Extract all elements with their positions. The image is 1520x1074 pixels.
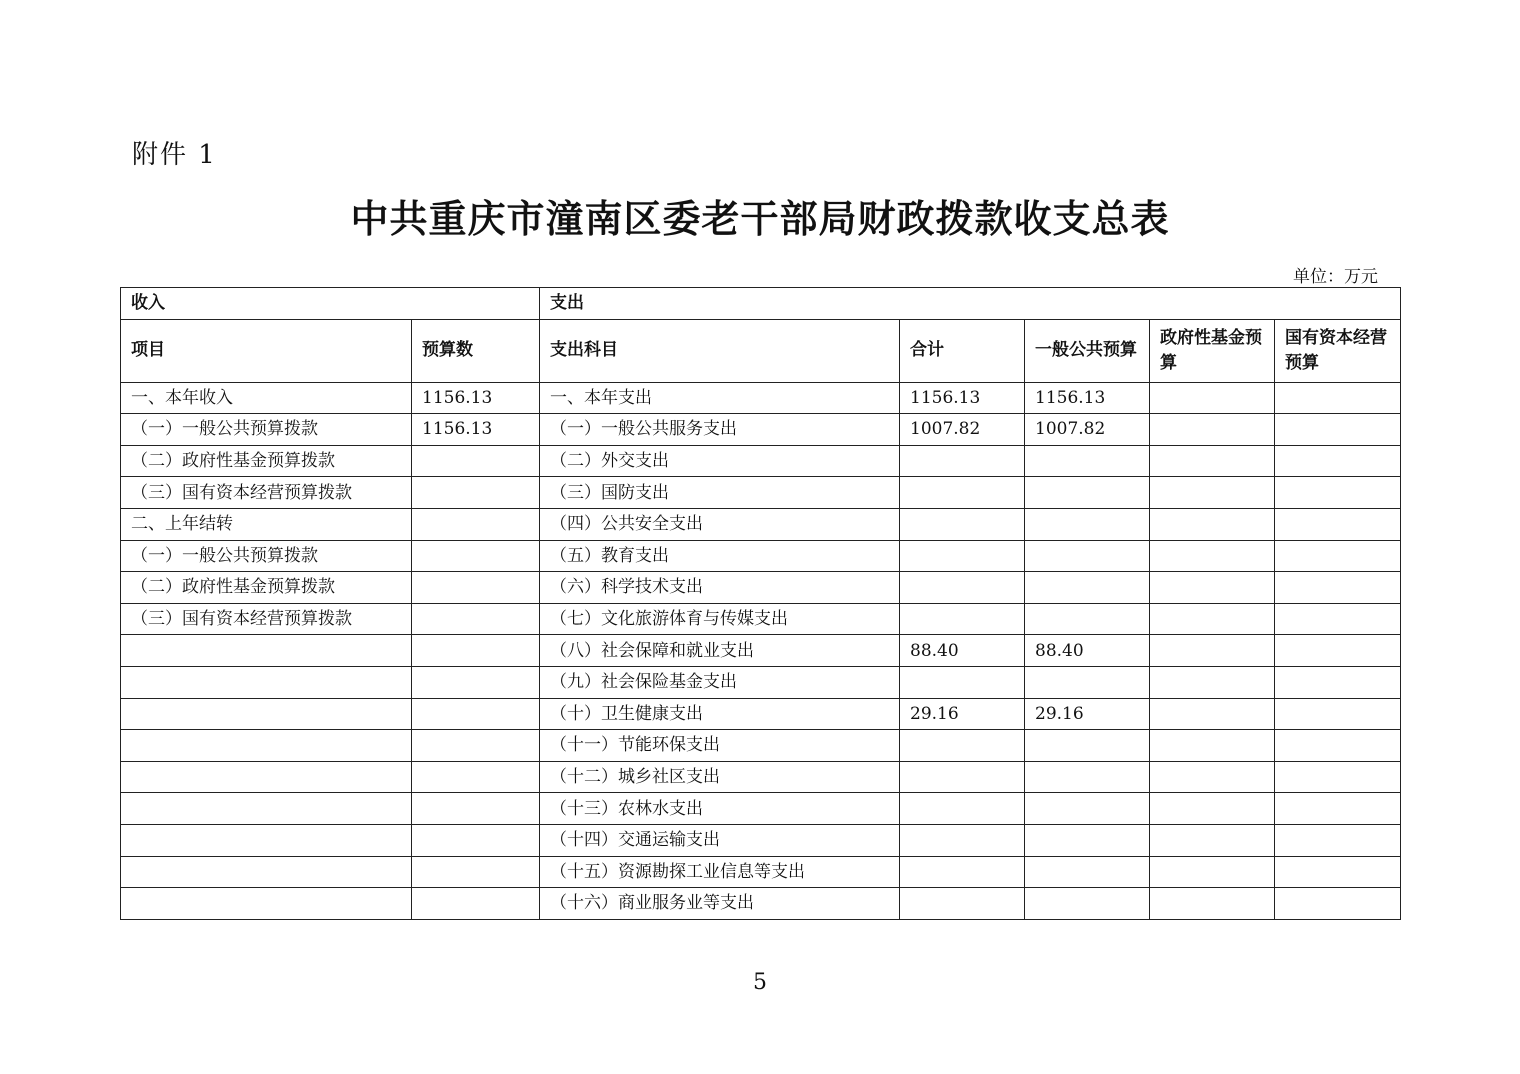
budget-cell xyxy=(412,824,540,856)
expense-group-header: 支出 xyxy=(540,288,1401,320)
budget-table xyxy=(120,287,1401,920)
subject-cell: （一）一般公共服务支出 xyxy=(540,414,900,446)
budget-cell xyxy=(412,730,540,762)
budget-cell xyxy=(412,666,540,698)
document-title: 中共重庆市潼南区委老干部局财政拨款收支总表 xyxy=(350,196,1170,241)
general-cell: 88.40 xyxy=(1025,635,1150,667)
table-row xyxy=(121,666,1401,698)
general-cell xyxy=(1025,603,1150,635)
item-cell: （一）一般公共预算拨款 xyxy=(121,540,412,572)
general-cell xyxy=(1025,572,1150,604)
item-cell xyxy=(121,888,412,920)
table-row xyxy=(121,508,1401,540)
general-cell xyxy=(1025,477,1150,509)
subject-cell: （八）社会保障和就业支出 xyxy=(540,635,900,667)
item-cell xyxy=(121,666,412,698)
subject-cell: （十四）交通运输支出 xyxy=(540,824,900,856)
table-row xyxy=(121,761,1401,793)
general-cell xyxy=(1025,666,1150,698)
page-number: 5 xyxy=(753,970,767,995)
general-cell xyxy=(1025,856,1150,888)
table-row xyxy=(121,572,1401,604)
col-header-item: 项目 xyxy=(121,319,412,382)
subject-cell: （二）外交支出 xyxy=(540,445,900,477)
general-cell: 1007.82 xyxy=(1025,414,1150,446)
gov-fund-cell xyxy=(1150,698,1275,730)
attachment-label: 附件 1 xyxy=(132,140,217,170)
item-cell: 二、上年结转 xyxy=(121,508,412,540)
budget-cell: 1156.13 xyxy=(412,382,540,414)
item-cell xyxy=(121,635,412,667)
state-capital-cell xyxy=(1275,793,1401,825)
gov-fund-cell xyxy=(1150,445,1275,477)
item-cell: 一、本年收入 xyxy=(121,382,412,414)
general-cell xyxy=(1025,824,1150,856)
gov-fund-cell xyxy=(1150,540,1275,572)
state-capital-cell xyxy=(1275,888,1401,920)
general-cell: 29.16 xyxy=(1025,698,1150,730)
item-cell xyxy=(121,856,412,888)
state-capital-cell xyxy=(1275,572,1401,604)
total-cell xyxy=(900,477,1025,509)
col-header-subject: 支出科目 xyxy=(540,319,900,382)
gov-fund-cell xyxy=(1150,603,1275,635)
table-row xyxy=(121,824,1401,856)
table-body xyxy=(121,288,1401,920)
table-row xyxy=(121,856,1401,888)
item-cell xyxy=(121,824,412,856)
total-cell: 1156.13 xyxy=(900,382,1025,414)
budget-cell xyxy=(412,761,540,793)
table-row xyxy=(121,540,1401,572)
budget-cell xyxy=(412,793,540,825)
total-cell xyxy=(900,572,1025,604)
subject-cell: （十五）资源勘探工业信息等支出 xyxy=(540,856,900,888)
subject-cell: （十一）节能环保支出 xyxy=(540,730,900,762)
col-header-gov-fund: 政府性基金预算 xyxy=(1150,319,1275,382)
subject-cell: （四）公共安全支出 xyxy=(540,508,900,540)
item-cell: （二）政府性基金预算拨款 xyxy=(121,572,412,604)
table-row xyxy=(121,888,1401,920)
state-capital-cell xyxy=(1275,824,1401,856)
subject-cell: （十六）商业服务业等支出 xyxy=(540,888,900,920)
budget-cell xyxy=(412,856,540,888)
total-cell xyxy=(900,666,1025,698)
total-cell: 1007.82 xyxy=(900,414,1025,446)
table-row xyxy=(121,635,1401,667)
state-capital-cell xyxy=(1275,603,1401,635)
total-cell xyxy=(900,508,1025,540)
budget-cell xyxy=(412,698,540,730)
gov-fund-cell xyxy=(1150,761,1275,793)
table-row xyxy=(121,445,1401,477)
general-cell xyxy=(1025,540,1150,572)
col-header-budget: 预算数 xyxy=(412,319,540,382)
general-cell xyxy=(1025,445,1150,477)
subject-cell: （九）社会保险基金支出 xyxy=(540,666,900,698)
state-capital-cell xyxy=(1275,477,1401,509)
general-cell xyxy=(1025,730,1150,762)
state-capital-cell xyxy=(1275,445,1401,477)
group-header-row xyxy=(121,288,1401,320)
state-capital-cell xyxy=(1275,856,1401,888)
total-cell xyxy=(900,730,1025,762)
table-row xyxy=(121,730,1401,762)
budget-cell xyxy=(412,603,540,635)
state-capital-cell xyxy=(1275,635,1401,667)
column-header-row xyxy=(121,319,1401,382)
general-cell xyxy=(1025,888,1150,920)
gov-fund-cell xyxy=(1150,730,1275,762)
budget-cell: 1156.13 xyxy=(412,414,540,446)
total-cell xyxy=(900,603,1025,635)
table-row xyxy=(121,382,1401,414)
subject-cell: （十二）城乡社区支出 xyxy=(540,761,900,793)
state-capital-cell xyxy=(1275,761,1401,793)
budget-cell xyxy=(412,508,540,540)
total-cell xyxy=(900,540,1025,572)
item-cell xyxy=(121,698,412,730)
item-cell: （三）国有资本经营预算拨款 xyxy=(121,477,412,509)
total-cell xyxy=(900,856,1025,888)
state-capital-cell xyxy=(1275,382,1401,414)
table-row xyxy=(121,698,1401,730)
gov-fund-cell xyxy=(1150,888,1275,920)
table-row xyxy=(121,793,1401,825)
total-cell xyxy=(900,888,1025,920)
total-cell: 29.16 xyxy=(900,698,1025,730)
subject-cell: （六）科学技术支出 xyxy=(540,572,900,604)
col-header-general: 一般公共预算 xyxy=(1025,319,1150,382)
gov-fund-cell xyxy=(1150,793,1275,825)
gov-fund-cell xyxy=(1150,414,1275,446)
budget-cell xyxy=(412,572,540,604)
state-capital-cell xyxy=(1275,666,1401,698)
budget-cell xyxy=(412,635,540,667)
budget-cell xyxy=(412,888,540,920)
state-capital-cell xyxy=(1275,414,1401,446)
general-cell xyxy=(1025,793,1150,825)
unit-label: 单位：万元 xyxy=(1293,267,1378,287)
total-cell xyxy=(900,793,1025,825)
general-cell xyxy=(1025,761,1150,793)
total-cell xyxy=(900,761,1025,793)
item-cell: （二）政府性基金预算拨款 xyxy=(121,445,412,477)
gov-fund-cell xyxy=(1150,477,1275,509)
budget-cell xyxy=(412,445,540,477)
state-capital-cell xyxy=(1275,540,1401,572)
gov-fund-cell xyxy=(1150,666,1275,698)
total-cell xyxy=(900,445,1025,477)
gov-fund-cell xyxy=(1150,824,1275,856)
budget-cell xyxy=(412,540,540,572)
gov-fund-cell xyxy=(1150,572,1275,604)
general-cell: 1156.13 xyxy=(1025,382,1150,414)
state-capital-cell xyxy=(1275,730,1401,762)
item-cell xyxy=(121,730,412,762)
state-capital-cell xyxy=(1275,508,1401,540)
gov-fund-cell xyxy=(1150,508,1275,540)
income-group-header: 收入 xyxy=(121,288,540,320)
state-capital-cell xyxy=(1275,698,1401,730)
general-cell xyxy=(1025,508,1150,540)
col-header-state-capital: 国有资本经营预算 xyxy=(1275,319,1401,382)
budget-cell xyxy=(412,477,540,509)
gov-fund-cell xyxy=(1150,382,1275,414)
total-cell xyxy=(900,824,1025,856)
table-row xyxy=(121,603,1401,635)
gov-fund-cell xyxy=(1150,856,1275,888)
table-row xyxy=(121,414,1401,446)
subject-cell: （三）国防支出 xyxy=(540,477,900,509)
subject-cell: （十）卫生健康支出 xyxy=(540,698,900,730)
subject-cell: 一、本年支出 xyxy=(540,382,900,414)
item-cell: （一）一般公共预算拨款 xyxy=(121,414,412,446)
col-header-total: 合计 xyxy=(900,319,1025,382)
subject-cell: （十三）农林水支出 xyxy=(540,793,900,825)
table-row xyxy=(121,477,1401,509)
subject-cell: （七）文化旅游体育与传媒支出 xyxy=(540,603,900,635)
total-cell: 88.40 xyxy=(900,635,1025,667)
gov-fund-cell xyxy=(1150,635,1275,667)
item-cell: （三）国有资本经营预算拨款 xyxy=(121,603,412,635)
item-cell xyxy=(121,793,412,825)
item-cell xyxy=(121,761,412,793)
subject-cell: （五）教育支出 xyxy=(540,540,900,572)
